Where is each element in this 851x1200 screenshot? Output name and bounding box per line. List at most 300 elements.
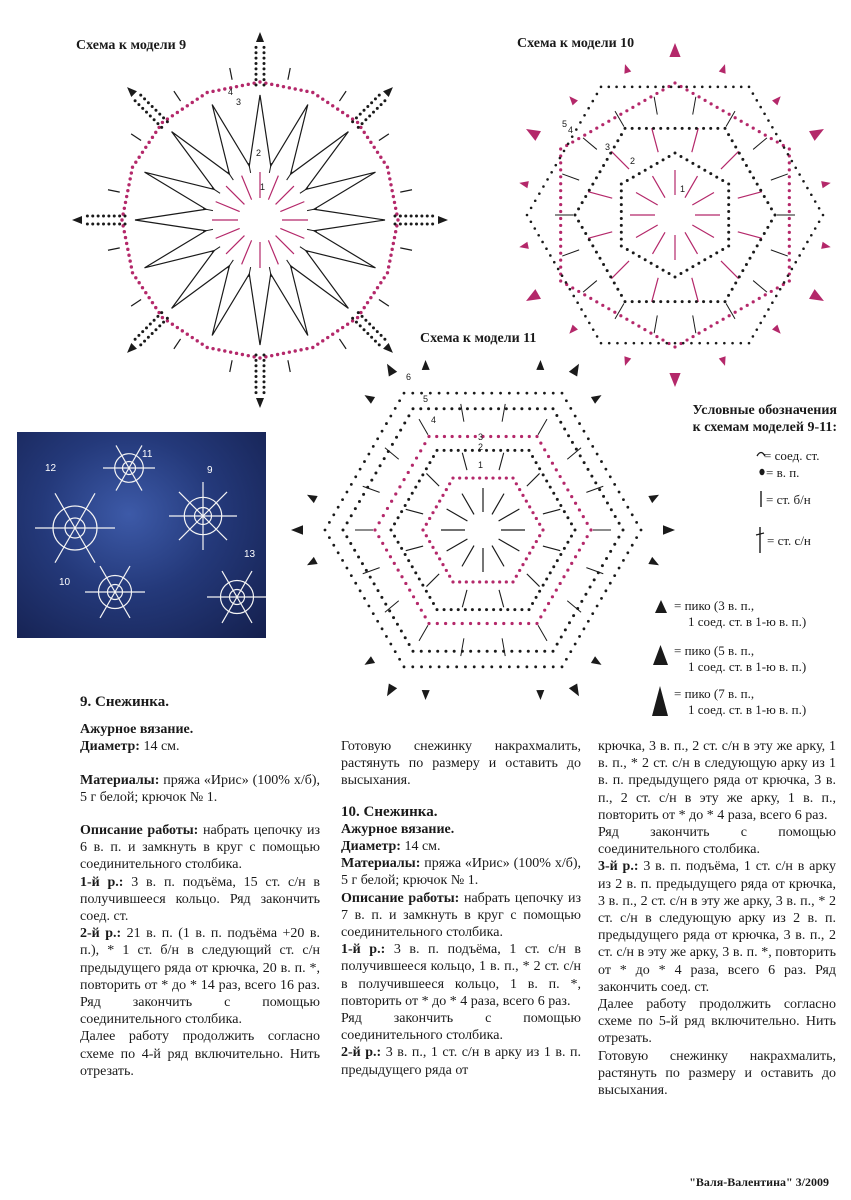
chain-dot [691, 162, 694, 165]
chain-dot [469, 650, 472, 653]
chain-dot [600, 86, 603, 89]
chain-dot [156, 315, 159, 318]
stitch-mark [385, 448, 399, 460]
chain-dot [384, 603, 387, 606]
chain-dot [567, 434, 570, 437]
chain-dot [404, 636, 407, 639]
picot-mark [291, 525, 303, 535]
chain-dot [646, 86, 649, 89]
chain-dot [608, 342, 611, 345]
chain-dot [724, 300, 727, 303]
chain-dot [601, 123, 604, 126]
chain-dot [429, 392, 432, 395]
chain-dot [703, 258, 706, 261]
chain-dot [685, 86, 688, 89]
chain-dot [372, 445, 375, 448]
chain-dot [590, 475, 593, 478]
chain-dot [767, 308, 770, 311]
chain-dot [491, 580, 494, 583]
chain-dot [473, 392, 476, 395]
chain-dot [565, 399, 568, 402]
chain-dot [263, 375, 266, 378]
photo-label-10: 10 [59, 577, 71, 588]
chain-dot [741, 269, 744, 272]
stitch-mark [447, 509, 468, 521]
chain-dot [294, 87, 297, 90]
chain-dot [631, 321, 634, 324]
chain-dot [635, 536, 638, 539]
chain-dot [697, 332, 700, 335]
chain-dot [263, 370, 266, 373]
chain-dot [543, 665, 546, 668]
chain-dot [551, 595, 554, 598]
chain-dot [263, 73, 266, 76]
chain-dot [316, 342, 319, 345]
picot-mark [519, 181, 529, 188]
chain-dot [425, 467, 428, 470]
chain-dot [154, 131, 157, 134]
chain-dot [498, 476, 501, 479]
chain-dot [589, 297, 592, 300]
chain-dot [350, 483, 353, 486]
chain-dot [436, 449, 439, 452]
legend-single-crochet: = ст. б/н [766, 492, 811, 507]
chain-dot [390, 500, 393, 503]
chain-dot [615, 86, 618, 89]
chain-dot [363, 109, 366, 112]
chain-dot [609, 582, 612, 585]
chain-dot [525, 392, 528, 395]
chain-dot [519, 650, 522, 653]
chain-dot [255, 73, 258, 76]
chain-dot [679, 272, 682, 275]
chain-dot [709, 172, 712, 175]
legend-picot-5: = пико (5 в. п., 1 соед. ст. в 1-ю в. п.) [674, 643, 807, 674]
chain-dot [698, 342, 701, 345]
chain-dot [263, 364, 266, 367]
chain-dot [126, 248, 129, 251]
article-9-line: Далее работу продолжить согласно схеме по 4-й ряд включительно. Нить отрезать. [80, 1029, 320, 1079]
chain-dot [788, 175, 791, 178]
chain-dot [366, 136, 369, 139]
chain-dot [134, 161, 137, 164]
chain-dot [717, 86, 720, 89]
chain-dot [576, 301, 579, 304]
chain-dot [515, 575, 518, 578]
chain-dot [127, 183, 130, 186]
chain-dot [420, 215, 423, 218]
chain-dot [622, 498, 625, 501]
chain-dot [521, 563, 524, 566]
chain-dot [763, 195, 766, 198]
chain-dot [716, 321, 719, 324]
chain-dot [388, 609, 391, 612]
chain-dot [534, 199, 537, 202]
chain-dot [473, 665, 476, 668]
chain-dot [466, 435, 469, 438]
chain-dot [691, 265, 694, 268]
chain-dot [397, 541, 400, 544]
legend-picot-3: = пико (3 в. п., 1 соед. ст. в 1-ю в. п.) [674, 598, 807, 629]
chain-dot [749, 257, 752, 260]
chain-dot [478, 608, 481, 611]
chain-dot [255, 46, 258, 49]
chain-dot [412, 407, 415, 410]
chain-dot [583, 293, 586, 296]
chain-dot [659, 300, 662, 303]
chain-dot [411, 665, 414, 668]
picot-mark [809, 129, 824, 141]
chain-dot [263, 359, 266, 362]
chain-dot [387, 265, 390, 268]
chain-dot [650, 262, 653, 265]
chain-dot [436, 650, 439, 653]
chain-dot [382, 161, 385, 164]
chain-dot [395, 436, 398, 439]
chain-dot [518, 569, 521, 572]
chain-dot [814, 200, 817, 203]
chain-dot [160, 126, 163, 129]
chain-dot [559, 504, 562, 507]
chain-dot [499, 608, 502, 611]
chain-dot [595, 251, 598, 254]
chain-dot [606, 502, 609, 505]
chain-dot [598, 488, 601, 491]
chain-dot [124, 236, 127, 239]
stitch-mark [636, 225, 658, 238]
chain-dot [263, 354, 266, 357]
chain-dot [457, 608, 460, 611]
chain-dot [604, 589, 607, 592]
chain-dot [394, 223, 397, 226]
chain-dot [443, 407, 446, 410]
chain-dot [494, 650, 497, 653]
chain-dot [427, 622, 430, 625]
chain-dot [377, 535, 380, 538]
chain-dot [499, 449, 502, 452]
chain-dot [559, 553, 562, 556]
chain-dot [569, 650, 572, 653]
chain-dot [181, 107, 184, 110]
stitch-mark [502, 404, 505, 422]
chain-dot [411, 392, 414, 395]
chain-dot [716, 300, 719, 303]
chain-dot [357, 126, 360, 129]
chain-dot [432, 602, 435, 605]
chain-dot [567, 142, 570, 145]
chain-dot [674, 152, 677, 155]
chain-dot [393, 201, 396, 204]
stitch-mark [693, 315, 696, 333]
chain-dot [620, 196, 623, 199]
chain-dot [382, 514, 385, 517]
chain-dot [577, 137, 580, 140]
chain-dot [441, 563, 444, 566]
chain-dot [619, 314, 622, 317]
chain-stitch-symbol [758, 468, 766, 476]
chain-dot [697, 262, 700, 265]
chain-dot [788, 210, 791, 213]
chain-dot [613, 116, 616, 119]
chain-dot [620, 231, 623, 234]
chain-dot [579, 454, 582, 457]
chain-dot [247, 83, 250, 86]
chain-dot [474, 435, 477, 438]
chain-dot [535, 622, 538, 625]
chain-dot [632, 251, 635, 254]
chain-dot [461, 622, 464, 625]
chain-dot [589, 130, 592, 133]
chain-dot [535, 517, 538, 520]
chain-dot [392, 195, 395, 198]
chain-dot [626, 506, 629, 509]
stitch-mark [567, 601, 581, 613]
article-10-line: Диаметр: 14 см. [341, 839, 441, 855]
chain-dot [652, 127, 655, 130]
chain-dot [770, 290, 773, 293]
chain-dot [541, 528, 544, 531]
chain-dot [656, 265, 659, 268]
chain-dot [176, 111, 179, 114]
snowflake-arm [75, 528, 95, 563]
picot-mark [669, 43, 680, 57]
legend-slip-stitch: = соед. ст. [764, 448, 820, 463]
article-10-line: Ряд закончить с помощью соединительного столбика. [341, 1011, 581, 1044]
chain-dot [740, 86, 743, 89]
photo-label-12: 12 [45, 463, 57, 474]
chain-dot [788, 231, 791, 234]
chain-dot [649, 332, 652, 335]
chain-dot [770, 137, 773, 140]
chain-dot [147, 101, 150, 104]
chain-dot [695, 300, 698, 303]
chain-dot [613, 282, 616, 285]
chain-dot [381, 542, 384, 545]
chain-dot [759, 322, 762, 325]
chain-dot [428, 596, 431, 599]
chain-dot [471, 449, 474, 452]
chain-dot [351, 120, 354, 123]
chain-dot [408, 643, 411, 646]
chain-dot [382, 276, 385, 279]
snowflake-arm [237, 597, 252, 623]
legend-double-crochet: = ст. с/н [767, 533, 811, 548]
chain-dot [383, 457, 386, 460]
chain-dot [358, 500, 361, 503]
article-9-line: 1-й р.: 3 в. п. подъёма, 15 ст. с/н в получившееся кольцо. Ряд закончить соед. ст. [80, 874, 320, 925]
chain-dot [363, 460, 366, 463]
chain-dot [559, 147, 562, 150]
chain-dot [331, 332, 334, 335]
picot-7-symbol [652, 686, 668, 716]
chain-dot [542, 473, 545, 476]
chain-dot [752, 251, 755, 254]
chain-dot [391, 443, 394, 446]
chain-dot [393, 236, 396, 239]
stitch-mark [268, 176, 278, 200]
chain-dot [86, 223, 89, 226]
chain-dot [386, 271, 389, 274]
chain-dot [535, 596, 538, 599]
chain-dot [383, 338, 386, 341]
chain-dot [688, 127, 691, 130]
chain-dot [341, 498, 344, 501]
chain-dot [752, 300, 755, 303]
chain-dot [572, 295, 575, 298]
chain-dot [511, 580, 514, 583]
chain-dot [505, 580, 508, 583]
row-number-label: 1 [478, 460, 484, 470]
chain-dot [559, 279, 562, 282]
chain-dot [566, 541, 569, 544]
row-number-label: 4 [431, 415, 437, 425]
chain-dot [758, 297, 761, 300]
chain-dot [763, 315, 766, 318]
chain-dot [638, 255, 641, 258]
chain-dot [380, 334, 383, 337]
picot-mark [719, 64, 726, 74]
picot-mark [422, 690, 430, 700]
chain-dot [171, 114, 174, 117]
chain-dot [97, 223, 100, 226]
chain-dot [512, 435, 515, 438]
chain-dot [563, 510, 566, 513]
chain-dot [740, 307, 743, 310]
chain-dot [389, 183, 392, 186]
chain-dot [491, 476, 494, 479]
chain-dot [373, 582, 376, 585]
chain-dot [599, 170, 602, 173]
chain-dot [788, 168, 791, 171]
chain-dot [498, 580, 501, 583]
stitch-mark [339, 91, 346, 101]
chain-dot [445, 569, 448, 572]
picot-mark [624, 64, 631, 74]
chain-dot [731, 342, 734, 345]
stitch-mark [216, 202, 240, 212]
stitch-mark [276, 186, 294, 204]
chain-dot [661, 88, 664, 91]
chain-dot [559, 217, 562, 220]
chain-dot [154, 328, 157, 331]
chain-dot [176, 326, 179, 329]
chain-dot [420, 223, 423, 226]
stitch-mark [738, 192, 762, 198]
chain-dot [600, 342, 603, 345]
chain-dot [502, 622, 505, 625]
row-number-label: 2 [630, 156, 636, 166]
chain-dot [372, 291, 375, 294]
chain-dot [127, 254, 130, 257]
chain-dot [131, 271, 134, 274]
picot-mark [536, 690, 544, 700]
chain-dot [638, 172, 641, 175]
picot-mark [256, 398, 264, 408]
chain-dot [679, 155, 682, 158]
chain-dot [798, 173, 801, 176]
chain-dot [411, 464, 414, 467]
chain-dot [552, 407, 555, 410]
chain-dot [428, 517, 431, 520]
stitch-mark [588, 192, 612, 198]
chain-dot [398, 399, 401, 402]
chain-dot [191, 336, 194, 339]
picot-mark [569, 683, 579, 696]
chain-dot [444, 622, 447, 625]
legend-picot-7: = пико (7 в. п., 1 соед. ст. в 1-ю в. п.) [674, 686, 807, 717]
chain-dot [624, 342, 627, 345]
article-9-line: Материалы: пряжа «Ирис» (100% х/б), 5 г белой; крючок № 1. [80, 772, 320, 805]
chain-dot [223, 349, 226, 352]
chain-dot [528, 435, 531, 438]
chain-dot [607, 86, 610, 89]
chain-dot [505, 435, 508, 438]
chain-dot [794, 261, 797, 264]
chain-dot [388, 259, 391, 262]
chain-dot [609, 475, 612, 478]
chain-dot [622, 529, 625, 532]
chain-dot [764, 134, 767, 137]
chain-dot [372, 612, 375, 615]
chain-dot [361, 315, 364, 318]
chain-dot [709, 86, 712, 89]
chain-dot [419, 449, 422, 452]
stitch-mark [499, 509, 520, 521]
double-crochet-symbol [754, 527, 766, 553]
stitch-mark [363, 486, 380, 492]
chain-dot [506, 449, 509, 452]
stitch-mark [400, 248, 412, 250]
article-10-line: Далее работу продолжить согласно схеме по 5-й ряд включительно. Нить отрезать. [598, 997, 836, 1047]
stitch-mark [652, 128, 658, 152]
chain-dot [350, 574, 353, 577]
article-9-line: Ажурное вязание. [80, 722, 194, 738]
photo-label-11: 11 [142, 449, 153, 460]
stitch-mark [538, 625, 547, 641]
chain-dot [652, 300, 655, 303]
chain-dot [354, 582, 357, 585]
article-10-line: Готовую снежинку накрахмалить, растянуть по размеру и оставить до высыхания. [598, 1048, 836, 1099]
chain-dot [559, 582, 562, 585]
chain-dot [559, 157, 562, 160]
chain-dot [141, 286, 144, 289]
chain-dot [346, 567, 349, 570]
chain-dot [354, 475, 357, 478]
chain-dot [727, 183, 730, 186]
chain-dot [508, 392, 511, 395]
chain-dot [610, 508, 613, 511]
chain-dot [505, 476, 508, 479]
chain-dot [574, 415, 577, 418]
chain-dot [596, 335, 599, 338]
chain-dot [538, 467, 541, 470]
chain-dot [716, 127, 719, 130]
chain-dot [546, 178, 549, 181]
chain-dot [515, 482, 518, 485]
chain-dot [520, 608, 523, 611]
chain-dot [569, 407, 572, 410]
chain-dot [662, 269, 665, 272]
chain-dot [618, 567, 621, 570]
chain-dot [631, 300, 634, 303]
chain-dot [346, 521, 349, 524]
chain-dot [378, 94, 381, 97]
chain-dot [626, 248, 629, 251]
chain-dot [584, 232, 587, 235]
snowflake-arm [129, 445, 142, 468]
chain-dot [263, 380, 266, 383]
chain-dot [520, 449, 523, 452]
